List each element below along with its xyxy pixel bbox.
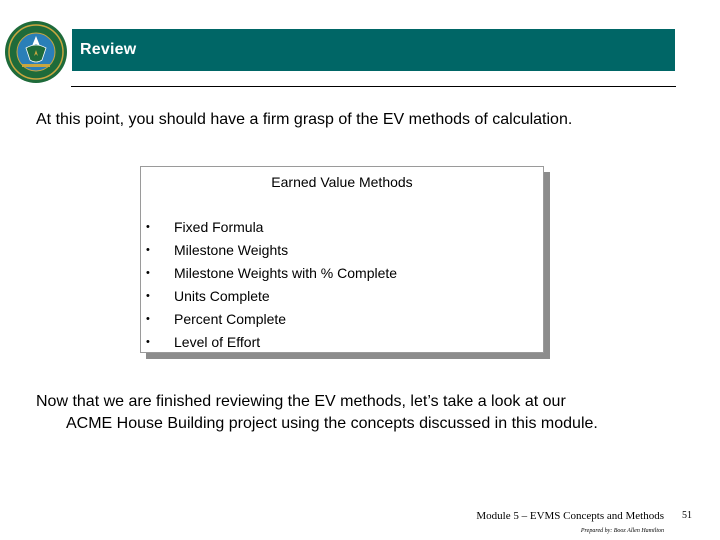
footer-module-label: Module 5 – EVMS Concepts and Methods (476, 510, 664, 522)
footer-prepared-by: Prepared by: Booz Allen Hamilton (580, 528, 664, 534)
method-label: Level of Effort (174, 334, 261, 350)
bullet: • (146, 313, 150, 325)
methods-box (140, 166, 544, 353)
method-label: Units Complete (174, 288, 270, 304)
outro-paragraph (36, 391, 696, 435)
bullet: • (146, 290, 150, 302)
methods-box-title: Earned Value Methods (271, 174, 413, 190)
method-label: Fixed Formula (174, 219, 264, 235)
bullet: • (146, 267, 150, 279)
method-label: Milestone Weights with % Complete (174, 265, 398, 281)
method-label: Percent Complete (174, 311, 287, 327)
bullet: • (146, 244, 150, 256)
bullet: • (146, 336, 150, 348)
outro-line-2: ACME House Building project using the concepts discussed in this module. (66, 415, 598, 432)
page-title: Review (80, 41, 137, 58)
page-number: 51 (682, 510, 692, 521)
header-divider (71, 86, 676, 87)
intro-paragraph: At this point, you should have a firm grasp of the EV methods of calculation. (36, 111, 573, 128)
title-bar (72, 29, 675, 71)
method-label: Milestone Weights (174, 242, 289, 258)
bullet: • (146, 221, 150, 233)
department-seal-icon (4, 20, 68, 84)
outro-line-1: Now that we are finished reviewing the EV methods, let’s take a look at our (36, 393, 566, 410)
